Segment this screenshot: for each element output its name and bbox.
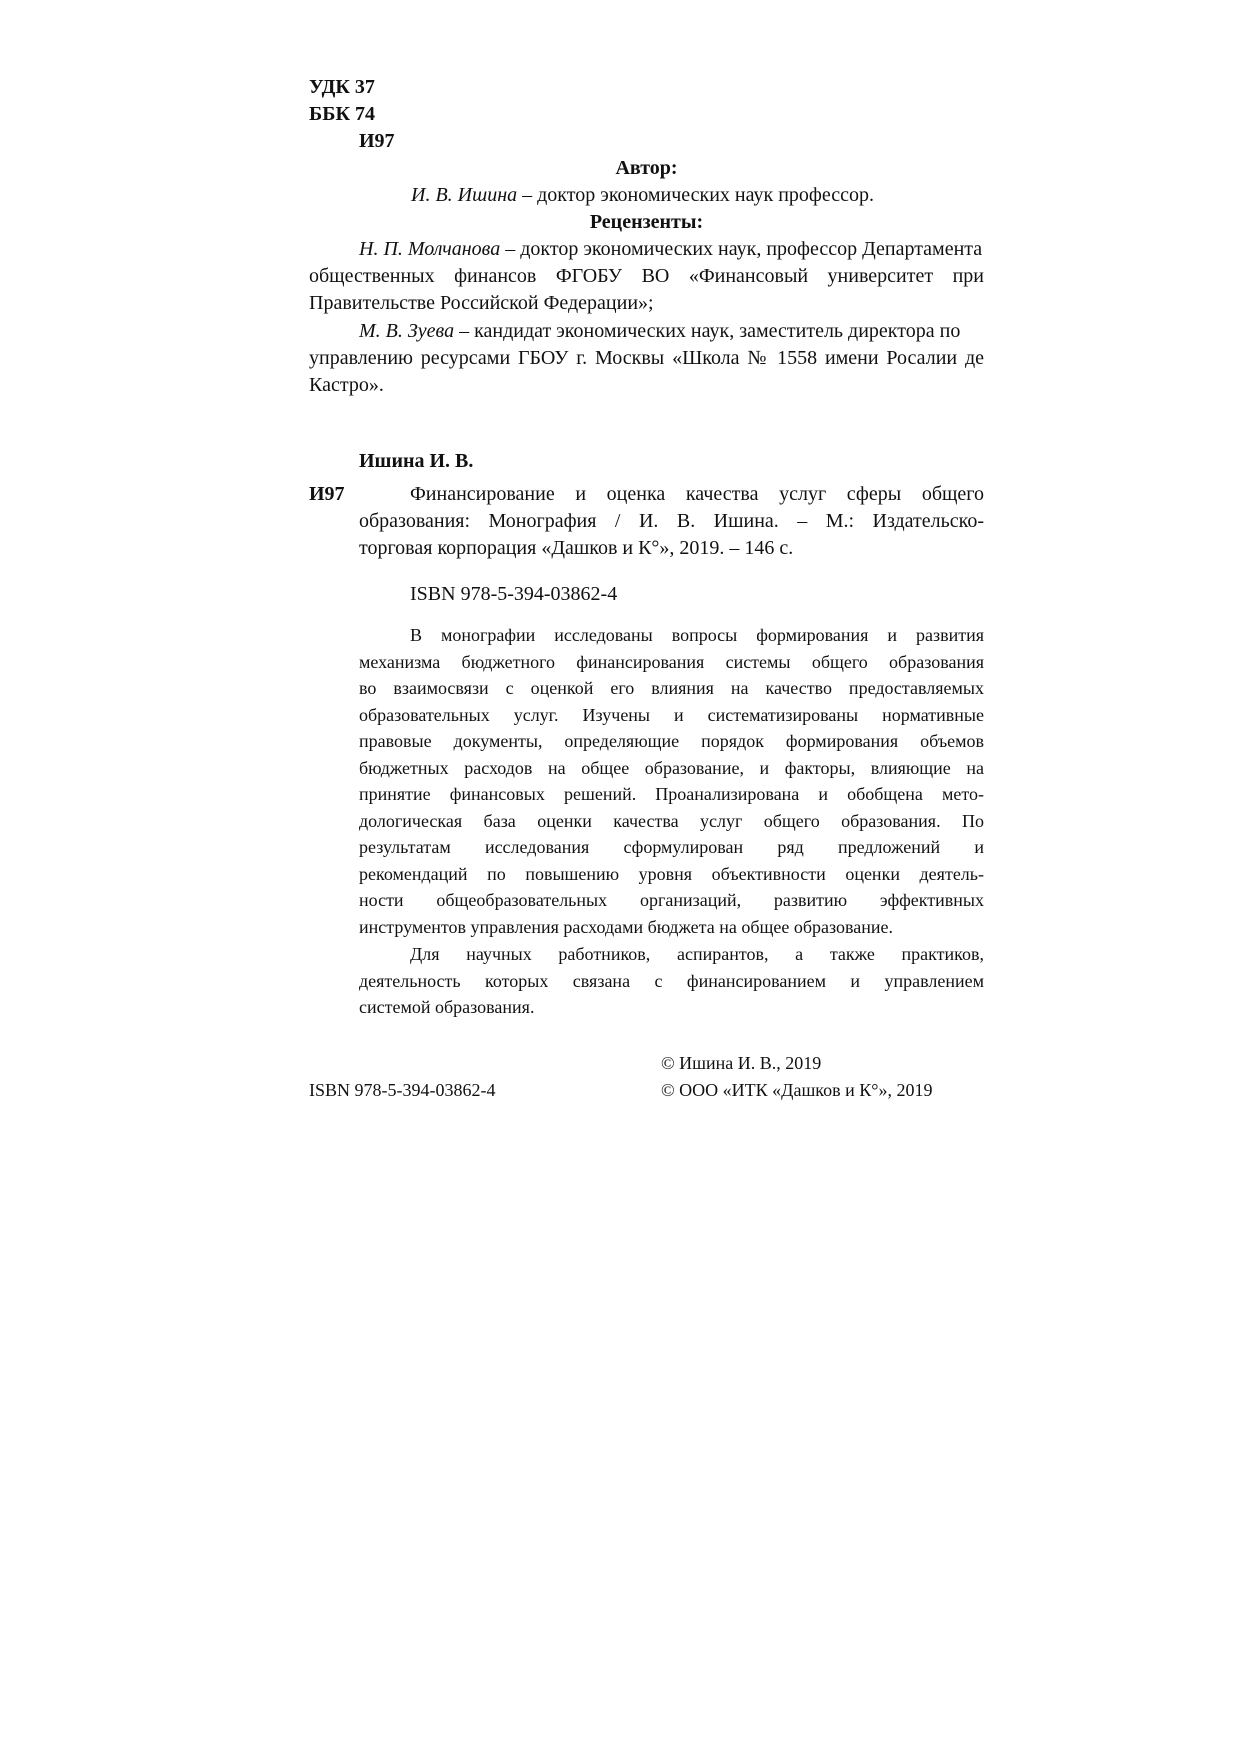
- annotation-paragraph-1-line-7: принятие финансовых решений. Проанализирована и обобщена мето-: [359, 784, 984, 804]
- annotation-paragraph-1-line-12: инструментов управления расходами бюджета на общее образование.: [359, 916, 894, 937]
- annotation-paragraph-1-line-11: ности общеобразовательных организаций, развитию эффективных: [359, 890, 984, 910]
- copyright-publisher: © ООО «ИТК «Дашков и К°», 2019: [661, 1080, 933, 1100]
- reviewer-1-line-1: [359, 236, 982, 263]
- author-heading: Автор:: [615, 157, 678, 179]
- bibliographic-author: Ишина И. В.: [359, 450, 474, 472]
- bibliographic-author-mark: И97: [309, 483, 345, 505]
- reviewer-1-line-2: общественных финансов ФГОБУ ВО «Финансовый университет при: [309, 265, 984, 287]
- annotation-paragraph-2-line-3: системой образования.: [359, 997, 535, 1017]
- reviewer-2-description: – кандидат экономических наук, заместитель директора по: [454, 320, 961, 342]
- annotation-paragraph-2-line-2: деятельность которых связана с финансированием и управлением: [359, 970, 984, 991]
- annotation-paragraph-1-line-4: образовательных услуг. Изучены и систематизированы нормативные: [359, 704, 984, 725]
- reviewer-1-name: Н. П. Молчанова: [359, 238, 501, 260]
- annotation-paragraph-1-line-1: В монографии исследованы вопросы формирования и развития: [410, 625, 984, 645]
- annotation-paragraph-1-line-5: правовые документы, определяющие порядок формирования объемов: [359, 731, 984, 751]
- reviewer-2-line-3: Кастро».: [309, 374, 384, 396]
- annotation-paragraph-1-line-8: дологическая база оценки качества услуг общего образования. По: [359, 810, 984, 831]
- footer-isbn: ISBN 978-5-394-03862-4: [309, 1080, 496, 1100]
- bibliographic-title-line-3: торговая корпорация «Дашков и К°», 2019. – 146 с.: [359, 537, 794, 559]
- annotation-paragraph-1-line-6: бюджетных расходов на общее образование, и факторы, влияющие на: [359, 757, 984, 778]
- reviewers-heading: Рецензенты:: [589, 211, 704, 233]
- annotation-paragraph-1-line-3: во взаимосвязи с оценкой его влияния на качество предоставляемых: [359, 678, 984, 698]
- reviewer-1-line-3: Правительстве Российской Федерации»;: [309, 292, 654, 314]
- reviewer-1-description: – доктор экономических наук, профессор Департамента: [500, 238, 983, 260]
- author-mark: И97: [359, 130, 395, 152]
- udk-code: УДК 37: [309, 76, 375, 98]
- annotation-paragraph-2-line-1: Для научных работников, аспирантов, а также практиков,: [410, 944, 984, 964]
- author-description: – доктор экономических наук профессор.: [517, 184, 874, 206]
- bbk-code: ББК 74: [309, 103, 375, 125]
- author-line: [411, 182, 874, 209]
- copyright-author: © Ишина И. В., 2019: [661, 1053, 822, 1073]
- bibliographic-title-line-1: Финансирование и оценка качества услуг сферы общего: [410, 483, 984, 505]
- bibliographic-title-line-2: образования: Монография / И. В. Ишина. – М.: Издательско-: [359, 510, 984, 532]
- annotation-paragraph-1-line-9: результатам исследования сформулирован ряд предложений и: [359, 837, 984, 857]
- reviewer-2-line-2: управлению ресурсами ГБОУ г. Москвы «Школа № 1558 имени Росалии де: [309, 347, 984, 369]
- annotation-paragraph-1-line-2: механизма бюджетного финансирования системы общего образования: [359, 651, 984, 672]
- author-name: И. В. Ишина: [411, 184, 518, 206]
- bibliographic-isbn: ISBN 978-5-394-03862-4: [410, 583, 618, 605]
- reviewer-2-line-1: [359, 318, 960, 345]
- reviewer-2-name: М. В. Зуева: [359, 320, 455, 342]
- annotation-paragraph-1-line-10: рекомендаций по повышению уровня объективности оценки деятель-: [359, 863, 984, 884]
